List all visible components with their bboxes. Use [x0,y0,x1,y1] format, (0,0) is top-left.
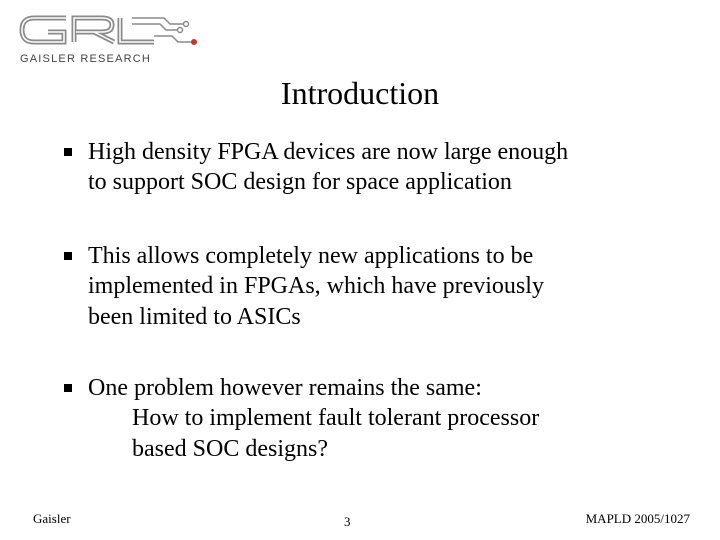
bullet-line: One problem however remains the same: [88,375,482,401]
page-number: 3 [344,514,351,529]
footer-conference: MAPLD 2005/1027 [585,511,690,526]
slide-title [0,74,720,112]
bullet-line: High density FPGA devices are now large enough [88,139,569,165]
bullet-line: based SOC designs? [132,436,328,462]
bullet-line: to support SOC design for space application [88,169,512,195]
grl-circuit-logo-icon [14,8,204,54]
square-bullet-icon [64,252,72,260]
company-name-text: GAISLER RESEARCH [20,53,152,65]
gaisler-research-logo [14,8,204,70]
bullet-line: How to implement fault tolerant processor [132,405,540,431]
footer-author: Gaisler [33,511,71,526]
bullet-line: implemented in FPGAs, which have previously [88,273,544,299]
bullet-line: This allows completely new applications to be [88,243,534,269]
square-bullet-icon [64,148,72,156]
square-bullet-icon [64,384,72,392]
slide-title-text: Introduction [280,75,440,111]
bullet-line: been limited to ASICs [88,304,301,330]
